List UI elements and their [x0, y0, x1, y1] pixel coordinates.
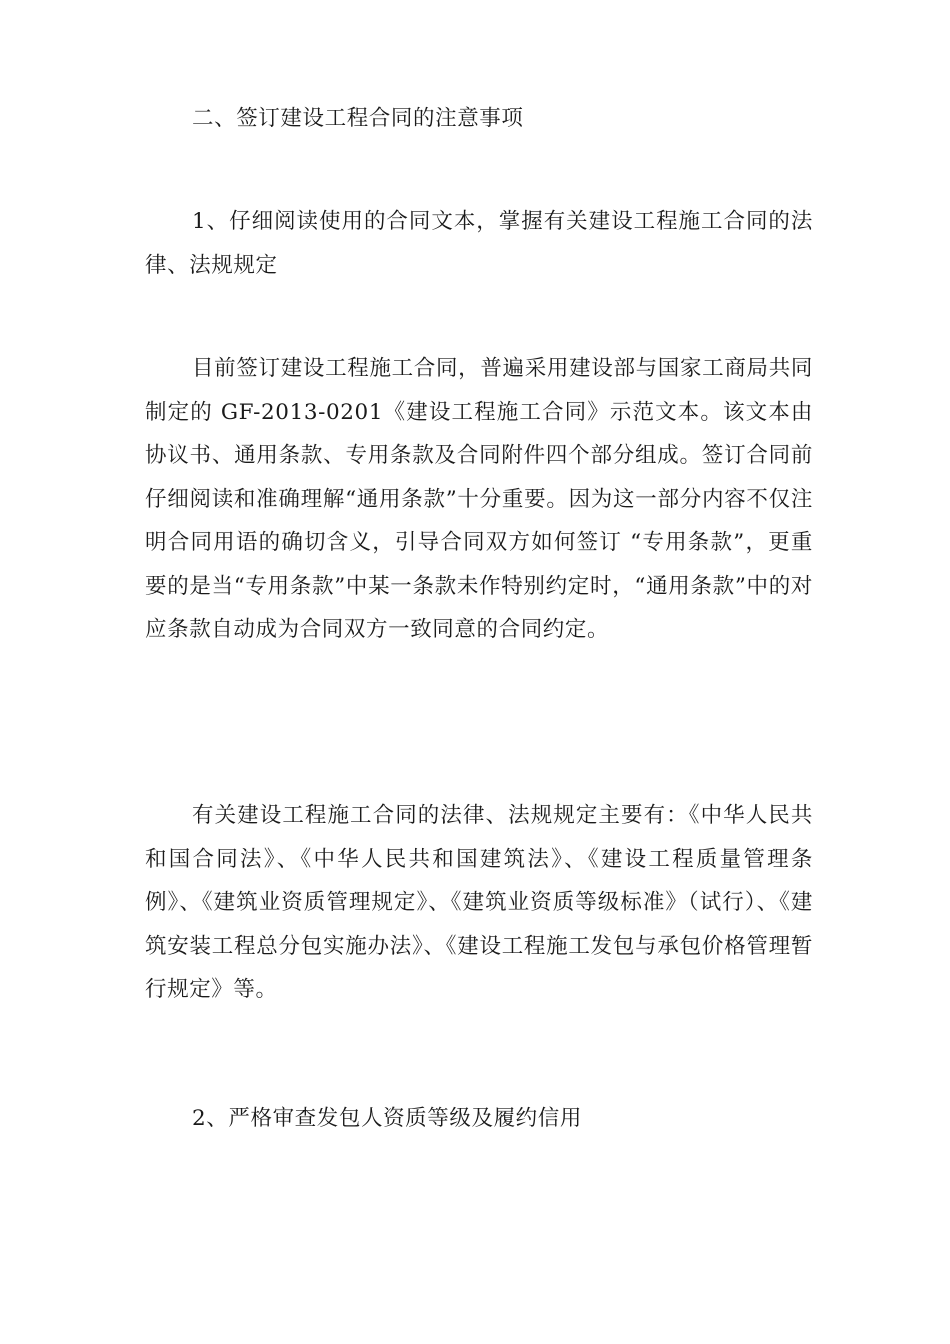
body-paragraph-contract-text: 目前签订建设工程施工合同，普遍采用建设部与国家工商局共同制定的 GF-2013-0201《建设工程施工合同》示范文本。该文本由协议书、通用条款、专用条款及合同附件四个部分组成。签订合同前仔细阅读和准确理解“通用条款”十分重要。因为这一部分内容不仅注明合同用语的确切含义，引导合同双方如何签订 “专用条款”，更重要的是当“专用条款”中某一条款未作特别约定时，“通用条款”中的对应条款自动成为合同双方一致同意的合同约定。 — [145, 356, 813, 642]
body-paragraph-laws: 有关建设工程施工合同的法律、法规规定主要有：《中华人民共和国合同法》、《中华人民共和国建筑法》、《建设工程质量管理条例》、《建筑业资质管理规定》、《建筑业资质等级标准》（试行）、《建筑安装工程总分包实施办法》、《建设工程施工发包与承包价格管理暂行规定》等。 — [145, 803, 813, 1002]
list-item-1-title: 1、仔细阅读使用的合同文本，掌握有关建设工程施工合同的法律、法规规定 — [145, 209, 813, 278]
section-heading: 二、签订建设工程合同的注意事项 — [192, 106, 524, 131]
list-item-2-title: 2、严格审查发包人资质等级及履约信用 — [192, 1106, 582, 1131]
